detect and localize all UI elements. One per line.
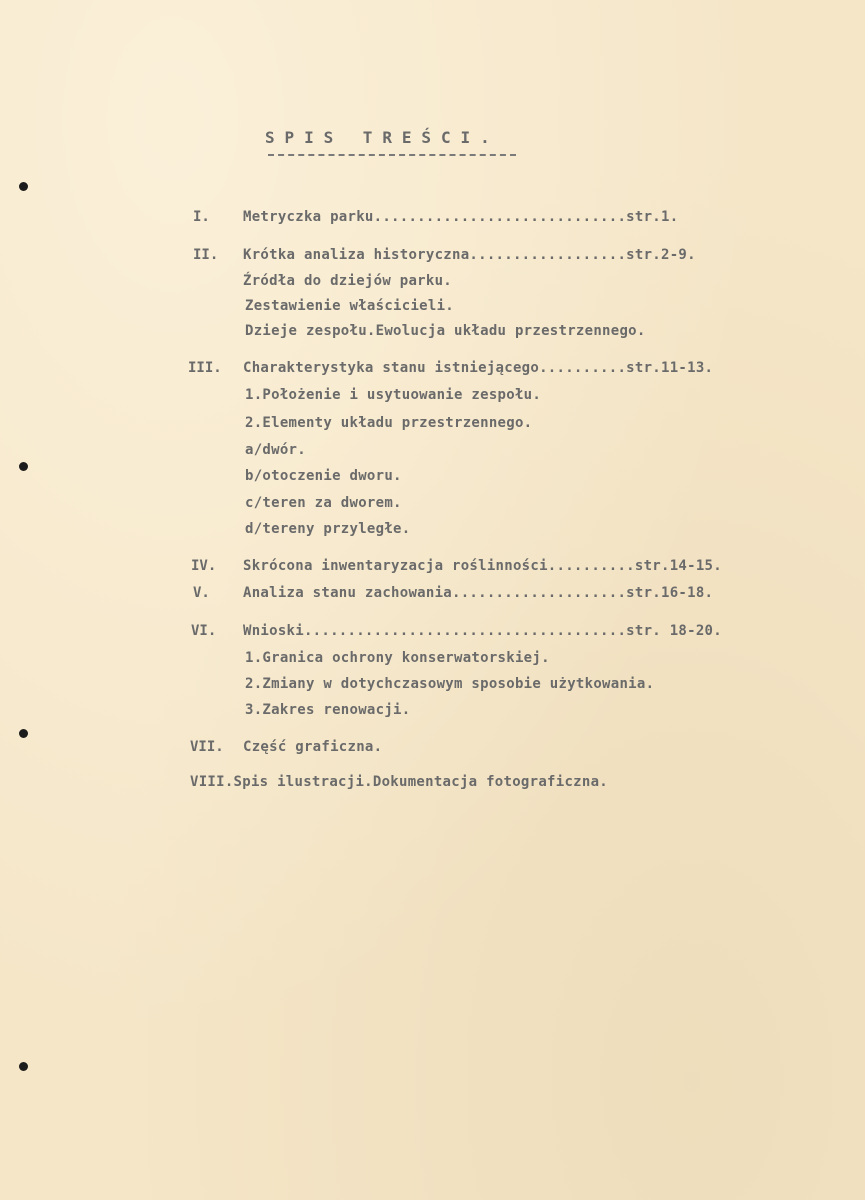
punch-hole-mark — [19, 1062, 28, 1071]
toc-entry: VIII.Spis ilustracji.Dokumentacja fotograficzna. — [190, 774, 609, 790]
toc-entry: Krótka analiza historyczna..................str.2-9. — [243, 247, 696, 263]
toc-subentry: Zestawienie właścicieli. — [245, 298, 455, 314]
toc-subentry: 1.Położenie i usytuowanie zespołu. — [245, 387, 542, 403]
toc-subentry: 2.Zmiany w dotychczasowym sposobie użytkowania. — [245, 676, 655, 692]
toc-entry: Wnioski.....................................str. 18-20. — [243, 623, 722, 639]
toc-entry-number: I. — [193, 209, 210, 225]
toc-subentry: 1.Granica ochrony konserwatorskiej. — [245, 650, 550, 666]
toc-subentry: a/dwór. — [245, 442, 306, 458]
page-title: SPIS TREŚCI. — [265, 128, 500, 147]
punch-hole-mark — [19, 729, 28, 738]
toc-entry: Analiza stanu zachowania....................str.16-18. — [243, 585, 714, 601]
toc-entry: Charakterystyka stanu istniejącego..........str.11-13. — [243, 360, 714, 376]
toc-entry: Część graficzna. — [243, 739, 383, 755]
punch-hole-mark — [19, 462, 28, 471]
toc-subentry: 2.Elementy układu przestrzennego. — [245, 415, 533, 431]
toc-subentry: Dzieje zespołu.Ewolucja układu przestrzennego. — [245, 323, 646, 339]
toc-entry: Metryczka parku.............................str.1. — [243, 209, 679, 225]
punch-hole-mark — [19, 182, 28, 191]
title-underline — [268, 154, 516, 156]
toc-entry-number: II. — [193, 247, 219, 263]
toc-entry-number: VII. — [190, 739, 224, 755]
toc-subentry: d/tereny przyległe. — [245, 521, 411, 537]
toc-subentry: 3.Zakres renowacji. — [245, 702, 411, 718]
toc-entry-number: V. — [193, 585, 210, 601]
toc-subentry: Źródła do dziejów parku. — [243, 273, 453, 289]
toc-entry-number: IV. — [191, 558, 217, 574]
toc-entry-number: VI. — [191, 623, 217, 639]
toc-entry-number: III. — [188, 360, 222, 376]
toc-subentry: c/teren za dworem. — [245, 495, 402, 511]
toc-subentry: b/otoczenie dworu. — [245, 468, 402, 484]
toc-entry: Skrócona inwentaryzacja roślinności..........str.14-15. — [243, 558, 722, 574]
